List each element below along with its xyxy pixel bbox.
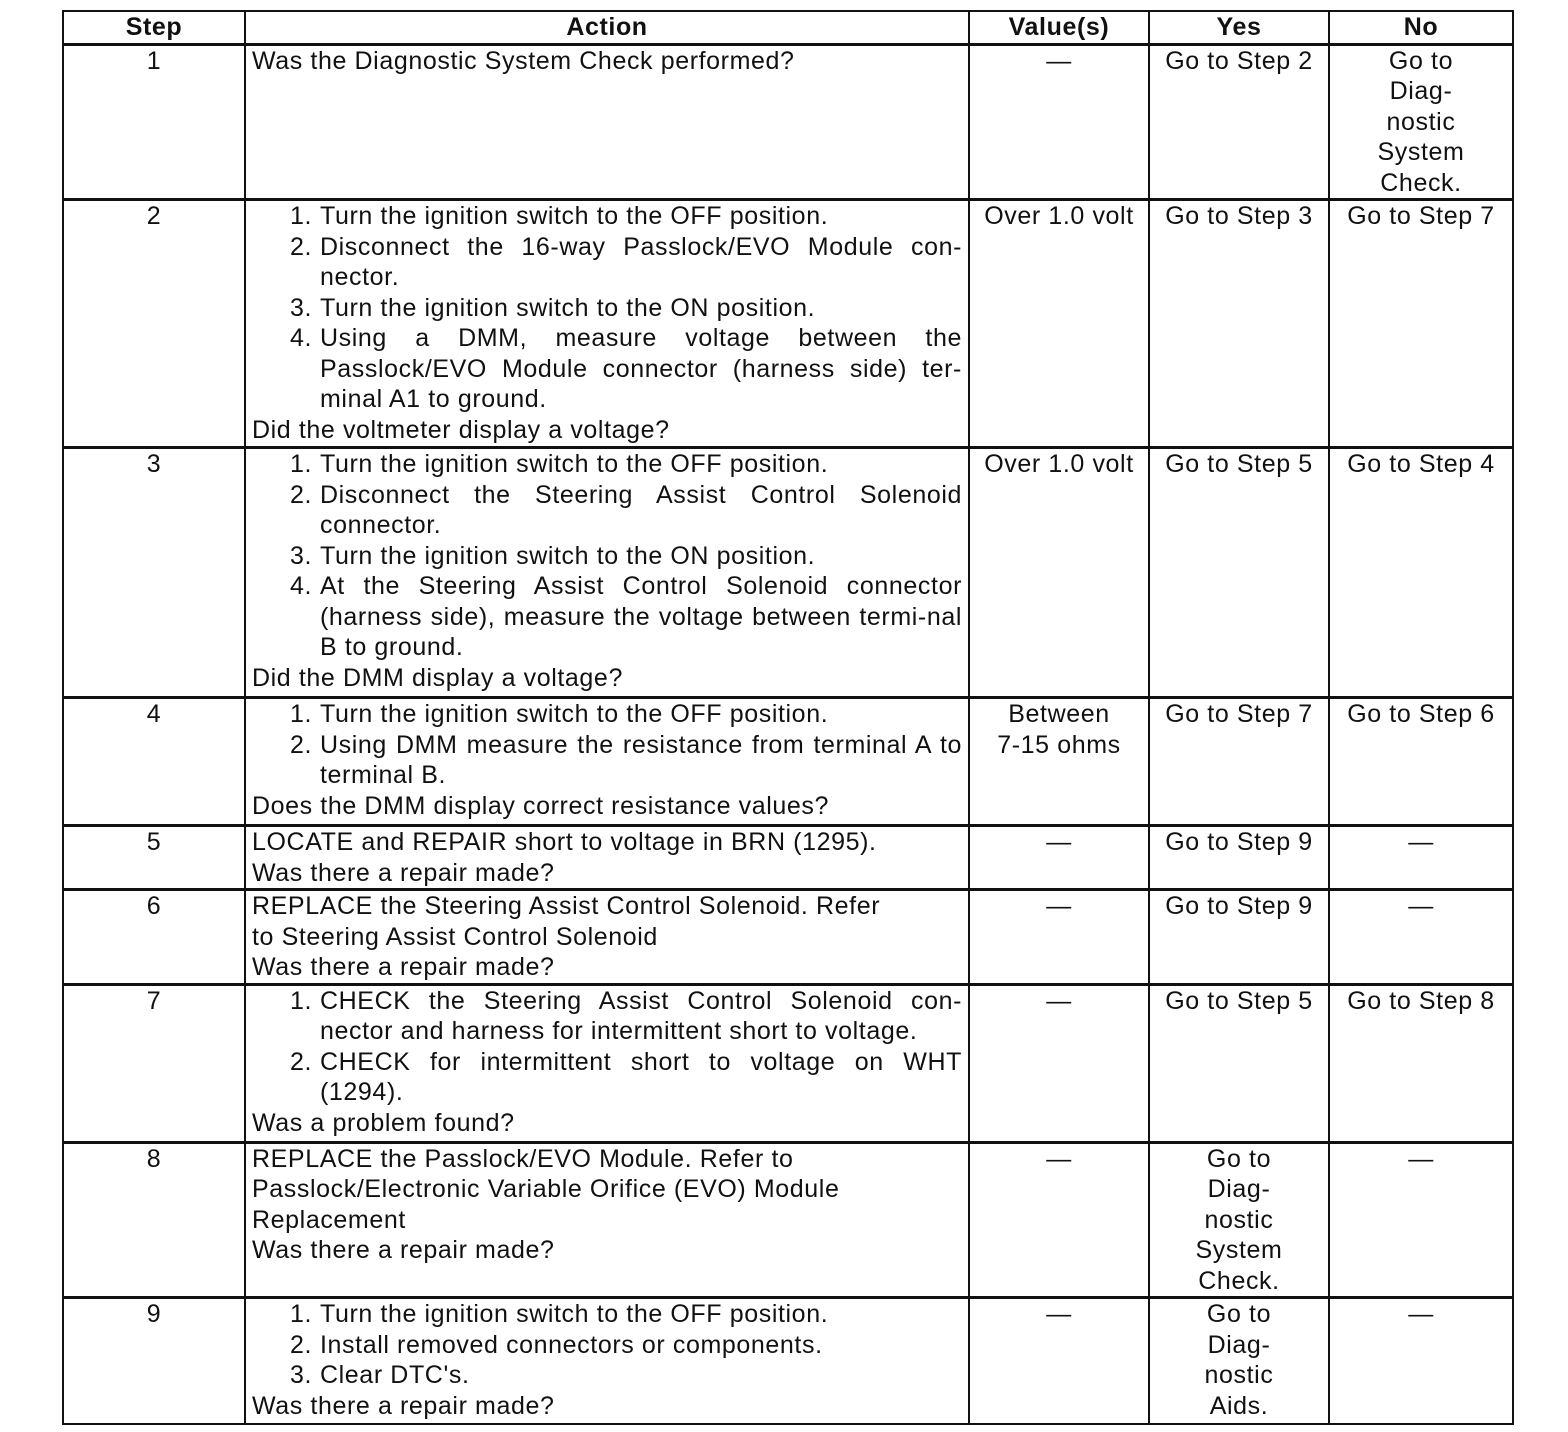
list-item: 1. Turn the ignition switch to the OFF position.: [289, 450, 829, 478]
value-text: Between 7-15 ohms: [997, 700, 1121, 759]
no-cell: [1329, 44, 1513, 200]
action-cell: [245, 1142, 969, 1298]
header-value: Value(s): [969, 11, 1149, 44]
value-cell: Over 1.0 volt: [969, 200, 1149, 448]
table-row: [63, 984, 1513, 1142]
step-number: 1: [63, 44, 245, 200]
header-yes: Yes: [1149, 11, 1329, 44]
value-cell: —: [969, 1298, 1149, 1424]
action-question: Did the voltmeter display a voltage?: [252, 415, 670, 444]
action-cell: [245, 200, 969, 448]
action-text: LOCATE and REPAIR short to voltage in BRN (1295).: [252, 828, 877, 856]
action-question: Was a problem found?: [252, 1108, 515, 1137]
yes-cell: Go to Step 3: [1149, 200, 1329, 448]
action-cell: [245, 826, 969, 890]
list-item: 3. Turn the ignition switch to the ON position.: [289, 293, 816, 322]
no-cell: Go to Step 7: [1329, 200, 1513, 448]
value-cell: —: [969, 890, 1149, 985]
no-text: Go to Diag-nostic System Check.: [1377, 46, 1465, 197]
no-cell: —: [1329, 890, 1513, 985]
step-number: 9: [63, 1298, 245, 1424]
yes-cell: Go to Step 9: [1149, 826, 1329, 890]
step-number: 2: [63, 200, 245, 448]
action-steps: [252, 986, 962, 1108]
header-row: [63, 11, 1513, 44]
value-cell: —: [969, 984, 1149, 1142]
action-text: Was the Diagnostic System Check performed?: [252, 46, 795, 75]
list-item: 3. Clear DTC's.: [289, 1361, 470, 1389]
yes-cell: Go to Step 2: [1149, 44, 1329, 200]
action-question: Was there a repair made?: [252, 953, 555, 981]
yes-cell: [1149, 1142, 1329, 1298]
list-item: 2. Disconnect the 16-way Passlock/EVO Module con-nector.: [289, 232, 962, 291]
table-row: [63, 1142, 1513, 1298]
action-cell: [245, 448, 969, 698]
yes-cell: Go to Step 7: [1149, 698, 1329, 826]
action-text: to Steering Assist Control Solenoid: [252, 922, 658, 951]
action-question: Does the DMM display correct resistance values?: [252, 791, 830, 820]
diagnostic-table: [62, 10, 1514, 1425]
no-cell: Go to Step 8: [1329, 984, 1513, 1142]
action-steps: [252, 699, 962, 791]
step-number: 8: [63, 1142, 245, 1298]
list-item: 2. Install removed connectors or components.: [289, 1330, 823, 1359]
list-item: 2. Disconnect the Steering Assist Control Solenoid connector.: [289, 480, 962, 539]
action-text: Passlock/Electronic Variable Orifice (EVO) Module: [252, 1175, 840, 1203]
header-step: Step: [63, 11, 245, 44]
list-item: 2. Using DMM measure the resistance from terminal A to terminal B.: [289, 730, 962, 789]
step-number: 3: [63, 448, 245, 698]
value-cell: —: [969, 44, 1149, 200]
list-item: 2. CHECK for intermittent short to voltage on WHT (1294).: [289, 1047, 962, 1106]
table-row: [63, 448, 1513, 698]
list-item: 3. Turn the ignition switch to the ON position.: [289, 541, 816, 570]
yes-cell: Go to Step 9: [1149, 890, 1329, 985]
yes-text: Go to Diag-nostic System Check.: [1195, 1144, 1283, 1295]
action-text: REPLACE the Steering Assist Control Solenoid. Refer: [252, 892, 881, 920]
header-no: No: [1329, 11, 1513, 44]
step-number: 7: [63, 984, 245, 1142]
no-cell: —: [1329, 1142, 1513, 1298]
no-cell: Go to Step 6: [1329, 698, 1513, 826]
action-question: Did the DMM display a voltage?: [252, 663, 623, 692]
step-number: 6: [63, 890, 245, 985]
action-cell: [245, 698, 969, 826]
table-row: [63, 890, 1513, 985]
table-row: [63, 698, 1513, 826]
value-cell: —: [969, 1142, 1149, 1298]
table-row: [63, 826, 1513, 890]
action-steps: [252, 449, 962, 663]
action-question: Was there a repair made?: [252, 1236, 555, 1264]
list-item: 1. Turn the ignition switch to the OFF position.: [289, 700, 829, 728]
yes-cell: Go to Step 5: [1149, 448, 1329, 698]
action-text: Replacement: [252, 1205, 406, 1234]
step-number: 4: [63, 698, 245, 826]
yes-text: Go to Diag-nostic Aids.: [1204, 1300, 1274, 1420]
action-cell: [245, 890, 969, 985]
no-cell: —: [1329, 1298, 1513, 1424]
list-item: 4. Using a DMM, measure voltage between the Passlock/EVO Module connector (harness side) ter-minal A1 to ground.: [289, 324, 962, 413]
value-cell: [969, 698, 1149, 826]
list-item: 1. Turn the ignition switch to the OFF position.: [289, 202, 829, 230]
action-text: REPLACE the Passlock/EVO Module. Refer to: [252, 1144, 794, 1173]
value-cell: —: [969, 826, 1149, 890]
action-steps: [252, 1299, 962, 1391]
no-cell: Go to Step 4: [1329, 448, 1513, 698]
action-question: Was there a repair made?: [252, 858, 555, 887]
table-row: [63, 1298, 1513, 1424]
list-item: 1. Turn the ignition switch to the OFF position.: [289, 1300, 829, 1328]
step-number: 5: [63, 826, 245, 890]
list-item: 1. CHECK the Steering Assist Control Solenoid con-nector and harness for intermittent short to voltage.: [289, 986, 962, 1045]
action-steps: [252, 201, 962, 415]
header-action: Action: [245, 11, 969, 44]
action-question: Was there a repair made?: [252, 1391, 555, 1420]
action-cell: [245, 44, 969, 200]
action-cell: [245, 1298, 969, 1424]
yes-cell: [1149, 1298, 1329, 1424]
yes-cell: Go to Step 5: [1149, 984, 1329, 1142]
no-cell: —: [1329, 826, 1513, 890]
diagnostic-table-page: [62, 10, 1512, 1425]
table-row: [63, 200, 1513, 448]
action-cell: [245, 984, 969, 1142]
table-row: [63, 44, 1513, 200]
list-item: 4. At the Steering Assist Control Solenoid connector (harness side), measure the voltage between termi-nal B to ground.: [289, 572, 962, 661]
value-cell: Over 1.0 volt: [969, 448, 1149, 698]
